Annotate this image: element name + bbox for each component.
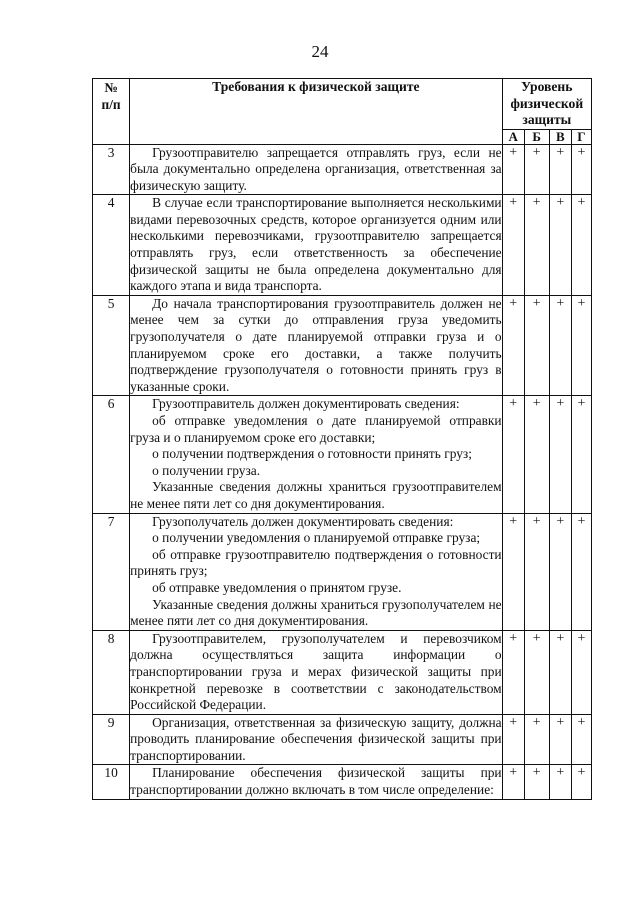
requirement-paragraph: Указанные сведения должны храниться грузоотправителем не менее пяти лет со дня документирования. xyxy=(130,479,502,511)
level-g-mark: + xyxy=(571,295,591,396)
level-b-mark: + xyxy=(524,295,549,396)
number-header-line1: № xyxy=(104,80,118,95)
level-b-mark: + xyxy=(524,396,549,513)
requirement-text xyxy=(130,396,502,513)
level-a-mark: + xyxy=(502,765,524,799)
level-g-header: Г xyxy=(571,129,591,144)
table-header xyxy=(93,79,592,145)
level-a-mark: + xyxy=(502,396,524,513)
requirement-paragraph: об отправке уведомления о принятом грузе. xyxy=(152,579,402,595)
level-a-header: А xyxy=(502,129,524,144)
table-row xyxy=(93,396,592,513)
table-body xyxy=(93,144,592,799)
row-number: 8 xyxy=(93,630,130,714)
table-row xyxy=(93,195,592,296)
number-column-header xyxy=(93,79,130,145)
requirement-paragraph: Указанные сведения должны храниться грузополучателем не менее пяти лет со дня документирования. xyxy=(130,596,502,629)
requirement-paragraph: о получении подтверждения о готовности принять груз; xyxy=(152,446,472,462)
row-number: 7 xyxy=(93,513,130,630)
number-header-line2: п/п xyxy=(101,97,121,112)
level-b-mark: + xyxy=(524,195,549,296)
row-number: 10 xyxy=(93,765,130,799)
row-number: 3 xyxy=(93,144,130,195)
requirement-paragraph: До начала транспортирования грузоотправитель должен не менее чем за сутки до отправления груза уведомить грузополучателя о дате планируемой отправки груза и о планируемом сроке его доставки, а также получить подтверждение грузополучателя о готовности принять груз в указанные сроки. xyxy=(130,295,502,394)
requirement-paragraph: Планирование обеспечения физической защиты при транспортировании должно включать в том числе определение: xyxy=(130,765,502,798)
row-number: 9 xyxy=(93,714,130,765)
requirement-text xyxy=(130,144,502,195)
level-v-mark: + xyxy=(549,396,571,513)
requirement-paragraph: Грузоотправителю запрещается отправлять груз, если не была документально определена организация, ответственная за физическую защиту. xyxy=(130,144,502,193)
requirement-paragraph: об отправке грузоотправителю подтверждения о готовности принять груз; xyxy=(130,546,502,579)
level-g-mark: + xyxy=(571,513,591,630)
requirement-text xyxy=(130,765,502,799)
level-v-mark: + xyxy=(549,144,571,195)
requirement-paragraph: о получении груза. xyxy=(152,462,261,478)
level-g-mark: + xyxy=(571,714,591,765)
requirements-column-header: Требования к физической защите xyxy=(130,79,502,145)
level-v-mark: + xyxy=(549,630,571,714)
level-b-header: Б xyxy=(524,129,549,144)
protection-level-header xyxy=(502,79,591,130)
row-number: 5 xyxy=(93,295,130,396)
requirement-text xyxy=(130,295,502,396)
level-b-mark: + xyxy=(524,144,549,195)
level-g-mark: + xyxy=(571,195,591,296)
level-b-mark: + xyxy=(524,513,549,630)
level-b-mark: + xyxy=(524,714,549,765)
level-a-mark: + xyxy=(502,513,524,630)
requirement-paragraph: Грузополучатель должен документировать сведения: xyxy=(152,513,454,529)
table-row xyxy=(93,295,592,396)
level-a-mark: + xyxy=(502,144,524,195)
requirements-table xyxy=(92,78,592,800)
page-number: 24 xyxy=(311,42,329,61)
requirement-paragraph: Организация, ответственная за физическую защиту, должна проводить планирование обеспечения физической защиты при транспортировании. xyxy=(130,714,502,763)
level-g-mark: + xyxy=(571,144,591,195)
requirement-paragraph: об отправке уведомления о дате планируемой отправки груза и о планируемом сроке его доставки; xyxy=(130,413,502,445)
level-v-mark: + xyxy=(549,295,571,396)
level-header-line2: физической xyxy=(510,95,584,111)
row-number: 4 xyxy=(93,195,130,296)
requirement-paragraph: В случае если транспортирование выполняется несколькими видами перевозочных средств, которое организуется одним или несколькими перевозчиками, грузоотправителю запрещается отправлять груз, если ответственность за обеспечение физической защиты не была определена документально для каждого этапа и вида транспорта. xyxy=(130,195,502,294)
level-g-mark: + xyxy=(571,765,591,799)
level-b-mark: + xyxy=(524,630,549,714)
level-g-mark: + xyxy=(571,630,591,714)
level-v-mark: + xyxy=(549,714,571,765)
requirement-text xyxy=(130,630,502,714)
level-v-mark: + xyxy=(549,513,571,630)
level-a-mark: + xyxy=(502,714,524,765)
level-g-mark: + xyxy=(571,396,591,513)
table-row xyxy=(93,714,592,765)
table-row xyxy=(93,630,592,714)
level-v-header: В xyxy=(549,129,571,144)
requirement-paragraph: о получении уведомления о планируемой отправке груза; xyxy=(152,530,481,546)
level-v-mark: + xyxy=(549,765,571,799)
level-header-line1: Уровень xyxy=(521,79,573,94)
level-header-line3: защиты xyxy=(522,112,572,127)
requirement-text xyxy=(130,714,502,765)
level-a-mark: + xyxy=(502,195,524,296)
requirement-text xyxy=(130,195,502,296)
level-a-mark: + xyxy=(502,630,524,714)
requirement-paragraph: Грузоотправителем, грузополучателем и перевозчиком должна осуществляться защита информации о транспортировании груза и мерах физической защиты при конкретной перевозке в соответствии с законодательством Российской Федерации. xyxy=(130,630,502,713)
table-row xyxy=(93,765,592,799)
requirement-text xyxy=(130,513,502,630)
table-row xyxy=(93,144,592,195)
row-number: 6 xyxy=(93,396,130,513)
table-row xyxy=(93,513,592,630)
level-b-mark: + xyxy=(524,765,549,799)
requirement-paragraph: Грузоотправитель должен документировать сведения: xyxy=(152,396,460,412)
level-v-mark: + xyxy=(549,195,571,296)
level-a-mark: + xyxy=(502,295,524,396)
